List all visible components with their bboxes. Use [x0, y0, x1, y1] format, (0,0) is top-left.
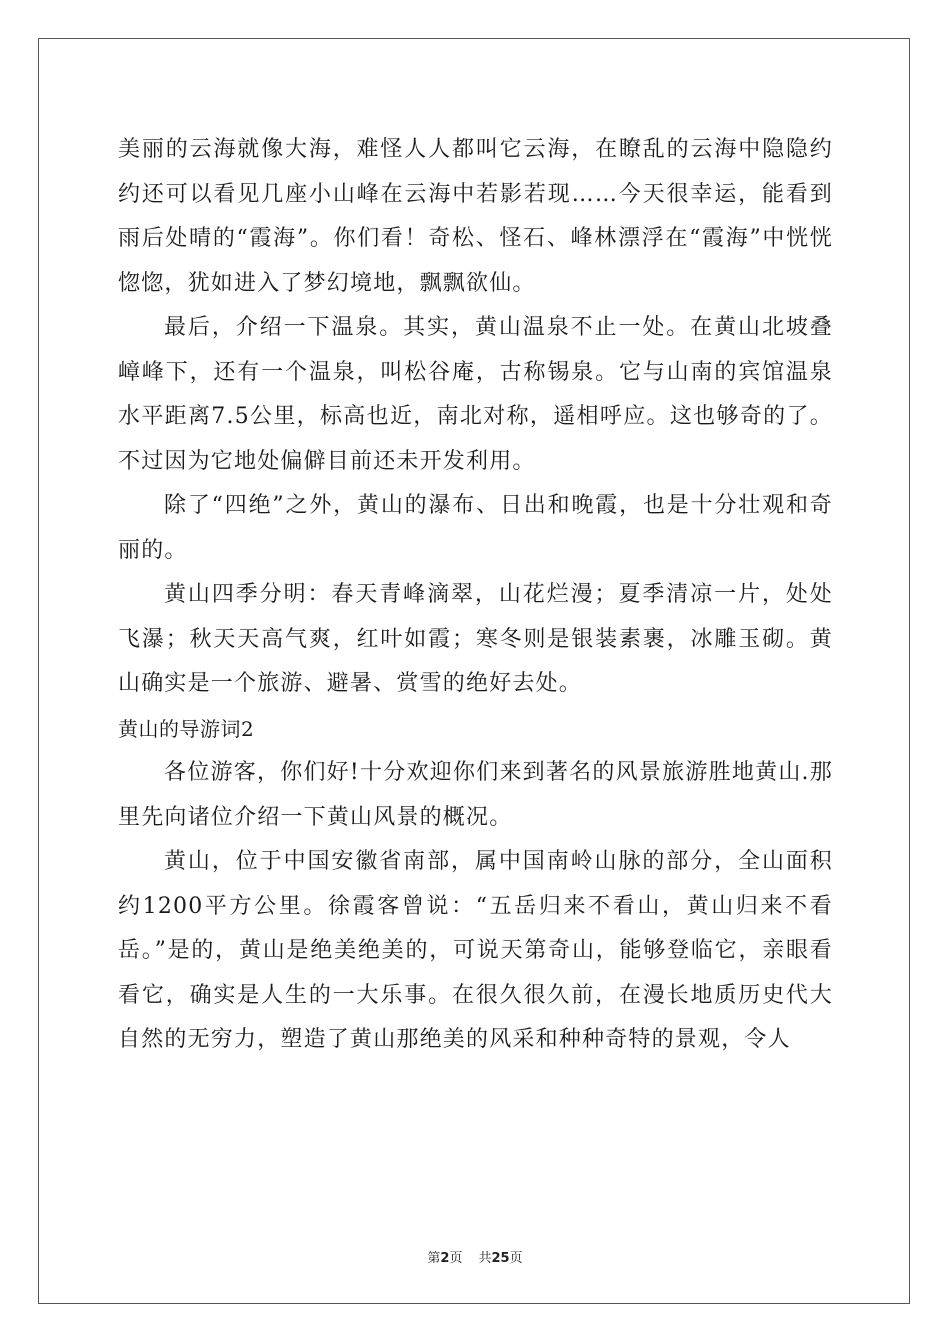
- paragraph-sea-of-clouds: 美丽的云海就像大海，难怪人人都叫它云海，在瞭乱的云海中隐隐约约还可以看见几座小山峰在云海中若影若现……今天很幸运，能看到雨后处晴的“霞海”。你们看！奇松、怪石、峰林漂浮在“霞海”中恍恍惚惚，犹如进入了梦幻境地，飘飘欲仙。: [118, 137, 833, 296]
- paragraph-overview: 黄山，位于中国安徽省南部，属中国南岭山脉的部分，全山面积约1200平方公里。徐霞客曾说：“五岳归来不看山，黄山归来不看岳。”是的，黄山是绝美绝美的，可说天第奇山，能够登临它，亲眼看看它，确实是人生的一大乐事。在很久很久前，在漫长地质历史代大自然的无穷力，塑造了黄山那绝美的风采和种种奇特的景观，令人: [118, 849, 833, 1052]
- page-suffix: 页: [449, 1251, 463, 1266]
- document-body: [118, 128, 833, 1063]
- paragraph-welcome: 各位游客，你们好!十分欢迎你们来到著名的风景旅游胜地黄山.那里先向诸位介绍一下黄山风景的概况。: [118, 760, 833, 830]
- page-number: 2: [440, 1251, 450, 1266]
- page-prefix: 第: [427, 1251, 441, 1266]
- paragraph-hot-springs: 最后，介绍一下温泉。其实，黄山温泉不止一处。在黄山北坡叠嶂峰下，还有一个温泉，叫松谷庵，古称锡泉。它与山南的宾馆温泉水平距离7.5公里，标高也近，南北对称，遥相呼应。这也够奇的了。不过因为它地处偏僻目前还未开发利用。: [118, 315, 833, 474]
- total-suffix: 页: [509, 1251, 523, 1266]
- page-footer: [0, 1247, 950, 1266]
- total-pages: 25: [491, 1251, 510, 1266]
- total-prefix: 共: [478, 1251, 492, 1266]
- paragraph-seasons: 黄山四季分明：春天青峰滴翠，山花烂漫；夏季清凉一片，处处飞瀑；秋天天高气爽，红叶如霞；寒冬则是银装素裹，冰雕玉砌。黄山确实是一个旅游、避暑、赏雪的绝好去处。: [118, 582, 833, 696]
- section-heading: 黄山的导游词2: [118, 716, 255, 741]
- paragraph-waterfalls: 除了“四绝”之外，黄山的瀑布、日出和晚霞，也是十分壮观和奇丽的。: [118, 493, 833, 563]
